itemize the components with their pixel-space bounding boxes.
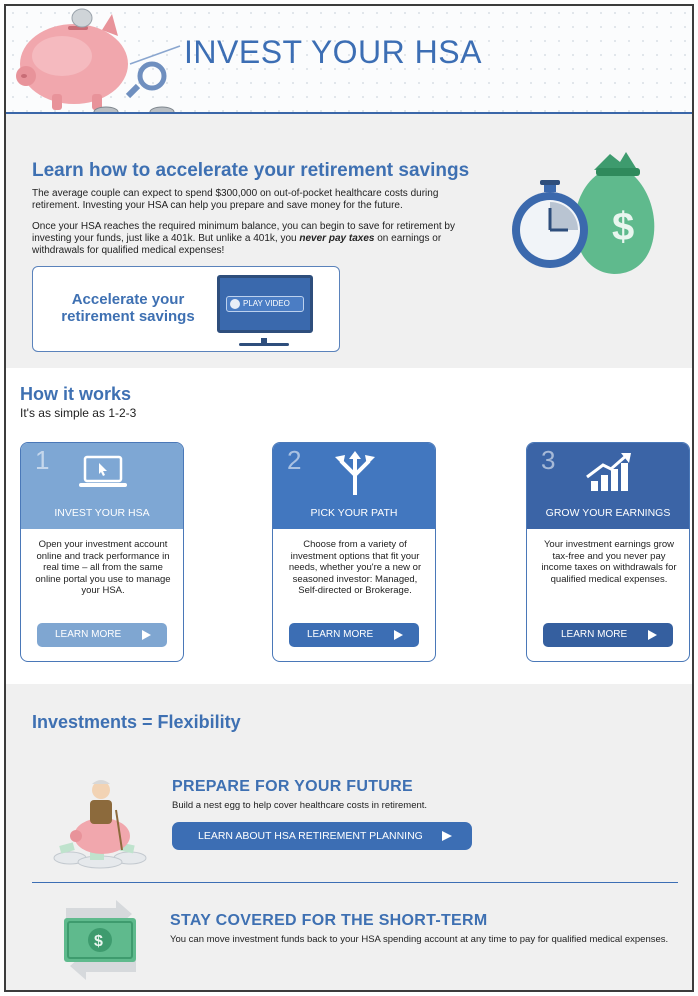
step-card-path (272, 442, 436, 662)
play-arrow-icon (648, 630, 657, 640)
header-banner (6, 6, 692, 116)
video-caption: Accelerate your retirement savings (61, 291, 195, 325)
branching-arrows-icon (329, 451, 381, 495)
learn-more-button-grow[interactable] (543, 623, 673, 647)
step-title: PICK YOUR PATH (310, 507, 398, 519)
learn-more-label: LEARN MORE (55, 629, 122, 640)
learn-paragraph-2-end: on earnings or withdrawals for qualified medical expenses! (32, 233, 442, 256)
step-card-grow (526, 442, 690, 662)
play-video-label: PLAY VIDEO (243, 299, 290, 308)
step-description: Choose from a variety of investment options that fit your needs, whether you're a new or seasoned investor: Managed, Self-directed or Brokerage. (288, 539, 422, 596)
stopwatch-money-bag-icon (502, 144, 662, 284)
investments-heading: Investments = Flexibility (32, 712, 241, 732)
step-number: 2 (287, 445, 302, 475)
monitor-base (239, 343, 289, 346)
step-card-header (21, 443, 183, 529)
growth-chart-icon (583, 451, 635, 495)
learn-paragraph-2 (32, 221, 486, 257)
page-title: INVEST YOUR HSA (184, 34, 482, 70)
step-number: 3 (541, 445, 556, 475)
play-arrow-icon (142, 630, 151, 640)
learn-more-button-invest[interactable] (37, 623, 167, 647)
never-pay-taxes-emphasis: never pay taxes (299, 233, 375, 244)
monitor-icon (217, 275, 313, 333)
step-card-invest (20, 442, 184, 662)
how-it-works-heading: How it works (20, 384, 132, 404)
step-number: 1 (35, 445, 50, 475)
step-description: Open your investment account online and track performance in real time – all from the same online portal you use to manage your HSA. (35, 539, 171, 596)
short-term-title: STAY COVERED FOR THE SHORT-TERM (170, 912, 488, 929)
play-arrow-icon (394, 630, 403, 640)
laptop-icon (77, 451, 129, 495)
learn-more-label: LEARN MORE (307, 629, 374, 640)
svg-text:$: $ (94, 933, 103, 950)
step-description: Your investment earnings grow tax-free and you never pay income taxes on withdrawals for qualified medical expenses. (541, 539, 677, 585)
retiree-on-piggy-bank-icon (50, 760, 150, 870)
money-transfer-icon (46, 894, 156, 986)
how-it-works-section (6, 368, 692, 684)
learn-more-button-path[interactable] (289, 623, 419, 647)
short-term-description: You can move investment funds back to your HSA spending account at any time to pay for qualified medical expenses. (170, 934, 669, 945)
play-video-button[interactable] (226, 296, 304, 312)
learn-paragraph-1: The average couple can expect to spend $300,000 on out-of-pocket healthcare costs during retirement. Investing your HSA can help you prepare and save money for the future. (32, 188, 439, 211)
learn-heading: Learn how to accelerate your retirement savings (32, 160, 470, 181)
svg-text:$: $ (612, 205, 635, 249)
retirement-planning-label: LEARN ABOUT HSA RETIREMENT PLANNING (198, 830, 423, 842)
page-frame (4, 4, 694, 992)
learn-section (6, 114, 692, 368)
section-divider (32, 882, 678, 883)
step-title: INVEST YOUR HSA (54, 507, 150, 519)
retirement-planning-button[interactable] (172, 822, 472, 850)
prepare-future-title: PREPARE FOR YOUR FUTURE (172, 778, 413, 795)
play-icon (230, 299, 240, 309)
step-card-header (273, 443, 435, 529)
play-arrow-icon (442, 831, 452, 841)
investments-section (6, 684, 692, 992)
step-card-header (527, 443, 689, 529)
how-it-works-subheading: It's as simple as 1-2-3 (20, 406, 137, 420)
step-title: GROW YOUR EARNINGS (545, 507, 671, 519)
learn-paragraph-2-start: Once your HSA reaches the required minimum balance, you can begin to save for retirement by investing your funds, just like a 401k. But unlike a 401k, you (32, 221, 455, 244)
prepare-future-description: Build a nest egg to help cover healthcare costs in retirement. (172, 800, 428, 811)
video-panel[interactable] (32, 266, 340, 352)
learn-more-label: LEARN MORE (561, 629, 628, 640)
